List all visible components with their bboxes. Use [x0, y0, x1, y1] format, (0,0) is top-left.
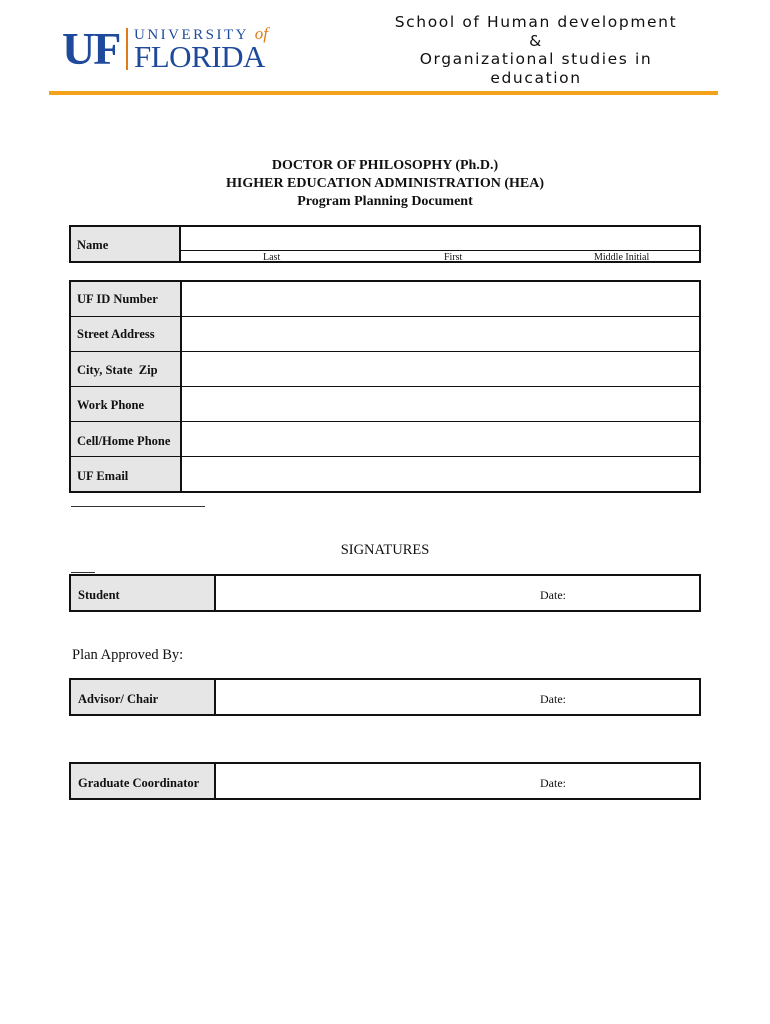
uf-logo-mark: UF — [62, 23, 120, 74]
coordinator-date-label: Date: — [540, 776, 566, 790]
advisor-date-label: Date: — [540, 692, 566, 706]
coordinator-signature-table — [69, 762, 701, 800]
uf-id-label: UF ID Number — [77, 292, 158, 306]
school-name: School of Human development & Organizational studies in education — [394, 13, 678, 87]
cell-home-phone-field[interactable] — [183, 422, 699, 456]
work-phone-label: Work Phone — [77, 398, 145, 412]
header-divider — [49, 91, 718, 95]
program-title: HIGHER EDUCATION ADMINISTRATION (HEA) — [225, 176, 544, 191]
coordinator-label: Graduate Coordinator — [78, 776, 200, 790]
document-subtitle: Program Planning Document — [297, 194, 473, 209]
street-address-label: Street Address — [77, 327, 155, 341]
city-state-zip-field[interactable] — [183, 352, 699, 386]
student-date-label: Date: — [540, 588, 566, 602]
logo-university-text: UNIVERSITY of — [134, 24, 268, 43]
uf-id-field[interactable] — [183, 282, 699, 316]
student-signature-field[interactable] — [217, 576, 699, 610]
advisor-label-cell — [71, 680, 216, 714]
street-address-field[interactable] — [183, 317, 699, 351]
separator-line — [71, 506, 205, 507]
logo-florida-text: FLORIDA — [134, 39, 265, 74]
middle-initial-sublabel: Middle Initial — [594, 252, 650, 263]
student-label: Student — [78, 588, 120, 602]
student-signature-table — [69, 574, 701, 612]
work-phone-field[interactable] — [183, 387, 699, 421]
name-table — [69, 225, 701, 263]
last-name-sublabel: Last — [263, 252, 281, 263]
name-underline — [181, 250, 699, 251]
advisor-label: Advisor/ Chair — [78, 692, 159, 706]
student-label-cell — [71, 576, 216, 610]
uf-email-field[interactable] — [183, 457, 699, 491]
advisor-signature-field[interactable] — [217, 680, 699, 714]
advisor-signature-table — [69, 678, 701, 716]
coordinator-label-cell — [71, 764, 216, 798]
degree-title: DOCTOR OF PHILOSOPHY (Ph.D.) — [271, 158, 499, 173]
name-field[interactable] — [183, 227, 699, 249]
plan-approved-by-label: Plan Approved By: — [72, 647, 184, 663]
uf-email-label: UF Email — [77, 469, 129, 483]
signatures-heading: SIGNATURES — [340, 542, 430, 558]
coordinator-signature-field[interactable] — [217, 764, 699, 798]
name-label-cell — [71, 227, 181, 261]
separator-tick — [71, 572, 95, 573]
city-state-zip-label: City, State Zip — [77, 363, 158, 377]
contact-info-table — [69, 280, 701, 493]
logo-divider — [126, 28, 128, 70]
name-label: Name — [77, 238, 109, 252]
cell-home-phone-label: Cell/Home Phone — [77, 434, 171, 448]
document-title — [0, 157, 770, 211]
uf-logo — [62, 23, 302, 74]
first-name-sublabel: First — [444, 252, 463, 263]
